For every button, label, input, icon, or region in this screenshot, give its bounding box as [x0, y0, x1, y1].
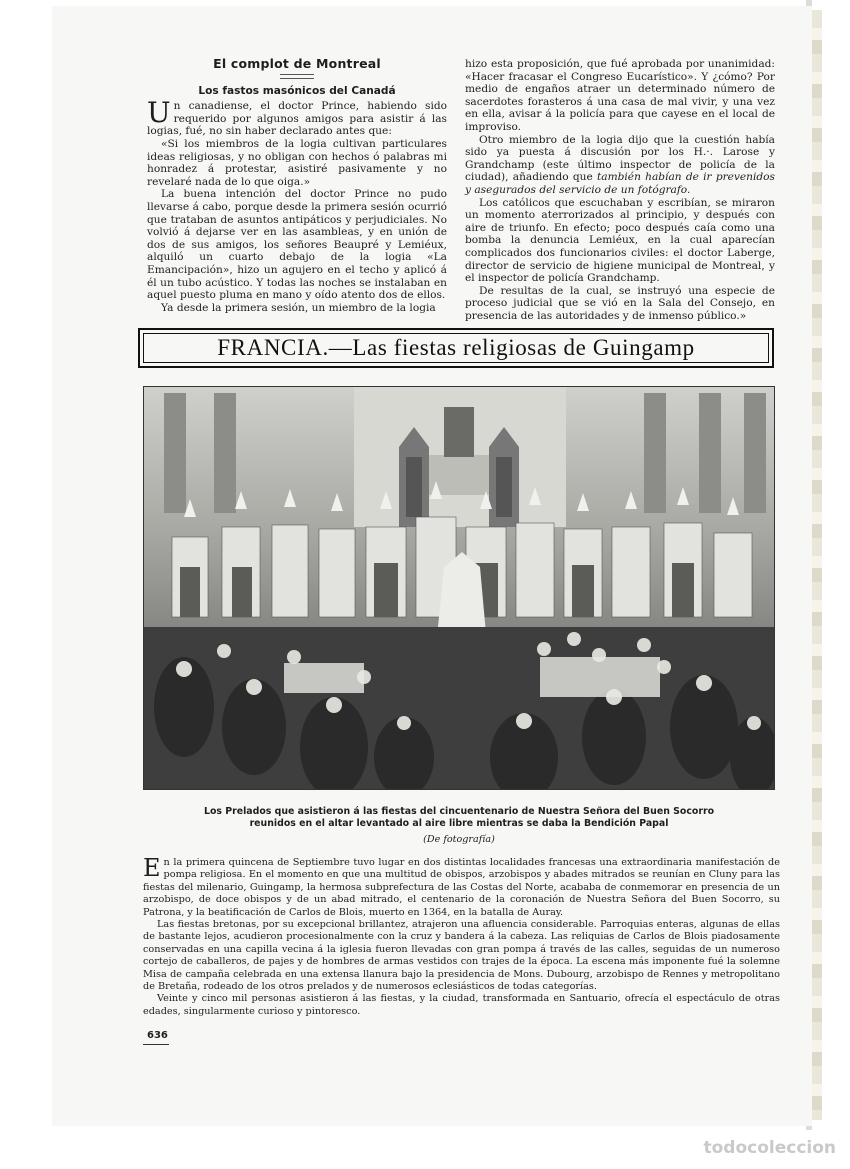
drop-cap: E [143, 854, 161, 882]
paragraph: En la primera quincena de Septiembre tuvo lugar en dos distintas localidades francesas una extraordinaria manifestación de pompa religiosa. En el momento en que una multitud de obispos, arzobispos y abades mitrados se reunían en Cluny para las fiestas del milenario, Guingamp, la hermosa subprefectura de las Costas del Norte, acababa de conmemorar en presencia de un arzobispo, de doce obispos y de un abad mitrado, el centenario de la coronación de Nuestra Señora del Buen Socorro, su Patrona, y la beatificación de Carlos de Blois, muerto en 1364, en la batalla de Auray. [143, 854, 780, 918]
italic-quote: también habían de ir prevenidos y asegurados del servicio de un fotógrafo. [465, 171, 775, 196]
photo-illustration [144, 387, 775, 790]
page-number-rule [143, 1044, 169, 1045]
paragraph: Veinte y cinco mil personas asistieron á las fiestas, y la ciudad, transformada en Santuario, ofrecía el espectáculo de otras edades, singularmente curioso y pintoresco. [143, 993, 780, 1017]
article-body [143, 854, 780, 1018]
paragraph: «Si los miembros de la logia cultivan particulares ideas religiosas, y no obligan con hechos ó palabras mi honradez á protestar, asistiré pasivamente y no revelaré nada de lo que oiga.» [147, 137, 447, 188]
article-subtitle: Los fastos masónicos del Canadá [198, 84, 396, 97]
paragraph: Un canadiense, el doctor Prince, habiendo sido requerido por algunos amigos para asistir á las logias, fué, no sin haber declarado antes que: [147, 96, 447, 138]
paragraph: hizo esta proposición, que fué aprobada por unanimidad: «Hacer fracasar el Congreso Eucarístico». Y ¿cómo? Por medio de engaños atraer un determinado número de sacerdotes forasteros á una casa de mal vivir, y una vez en ella, avisar á la policía para que cayese en el local de improviso. [465, 58, 775, 133]
photo-credit: (De fotografía) [423, 834, 495, 845]
paragraph: Los católicos que escuchaban y escribían, se miraron un momento aterrorizados al principio, y después con aire de triunfo. En efecto; poco después caía como una bomba la denuncia Lemiéux, en la cual aparecían complicados dos funcionarios civiles: el doctor Laberge, director de servicio de higiene municipal de Montreal, y el inspector de policía Grandchamp. [465, 196, 775, 285]
watermark: todocoleccion [703, 1138, 836, 1158]
section-banner [138, 328, 774, 368]
article-column-right [465, 58, 775, 322]
page-number: 636 [147, 1030, 168, 1041]
article-title: El complot de Montreal [213, 56, 381, 71]
article-column-left [147, 58, 447, 314]
halftone-photograph [143, 386, 775, 790]
banner-title: FRANCIA.—Las fiestas religiosas de Guingamp [217, 335, 695, 360]
caption-line: reunidos en el altar levantado al aire libre mientras se daba la Bendición Papal [249, 818, 669, 829]
caption-line: Los Prelados que asistieron á las fiestas del cincuentenario de Nuestra Señora del Buen Socorro [203, 806, 715, 817]
paragraph: Las fiestas bretonas, por su excepcional brillantez, atrajeron una afluencia considerable. Parroquias enteras, algunas de ellas de bastante lejos, acudieron procesionalmente con la cruz y bandera á la cabeza. Las reliquias de Carlos de Blois piadosamente conservadas en una capilla vecina á la iglesia fueron llevadas con gran pompa á través de las calles, seguidas de un numeroso cortejo de caballeros, de pajes y de hombres de armas vestidos con trajes de la época. La escena más imponente fué la solemne Misa de campaña celebrada en una extensa llanura bajo la presidencia de Mons. Dubourg, arzobispo de Rennes y metropolitano de Bretaña, rodeado de los otros prelados y de numerosos eclesiásticos de todas categorías. [143, 919, 780, 993]
title-ornament [280, 74, 314, 79]
paragraph: Ya desde la primera sesión, un miembro de la logia [161, 301, 436, 314]
drop-cap: U [147, 96, 171, 130]
photo-caption [143, 806, 775, 830]
paragraph: De resultas de la cual, se instruyó una especie de proceso judicial que se vió en la Sala del Consejo, en presencia de las autoridades y de inmenso público.» [465, 284, 775, 322]
paragraph: La buena intención del doctor Prince no pudo llevarse á cabo, porque desde la primera sesión ocurrió que trataban de asuntos antipáticos y perjudiciales. No volvió á dejarse ver en las asambleas, y en unión de dos de sus amigos, los señores Beaupré y Lemiéux, alquiló un cuarto debajo de la logia «La Emancipación», hizo un agujero en el techo y aplicó á él un tubo acústico. Y todas las noches se instalaban en aquel puesto pluma en mano y oído atento dos de ellos. [147, 188, 447, 302]
paragraph: Otro miembro de la logia dijo que la cuestión había sido ya puesta á discusión por los H.·. Larose y Grandchamp (este último inspector de policía de la ciudad), añadiendo que también habían de ir prevenidos y asegurados del servicio de un fotógrafo. [465, 133, 775, 196]
